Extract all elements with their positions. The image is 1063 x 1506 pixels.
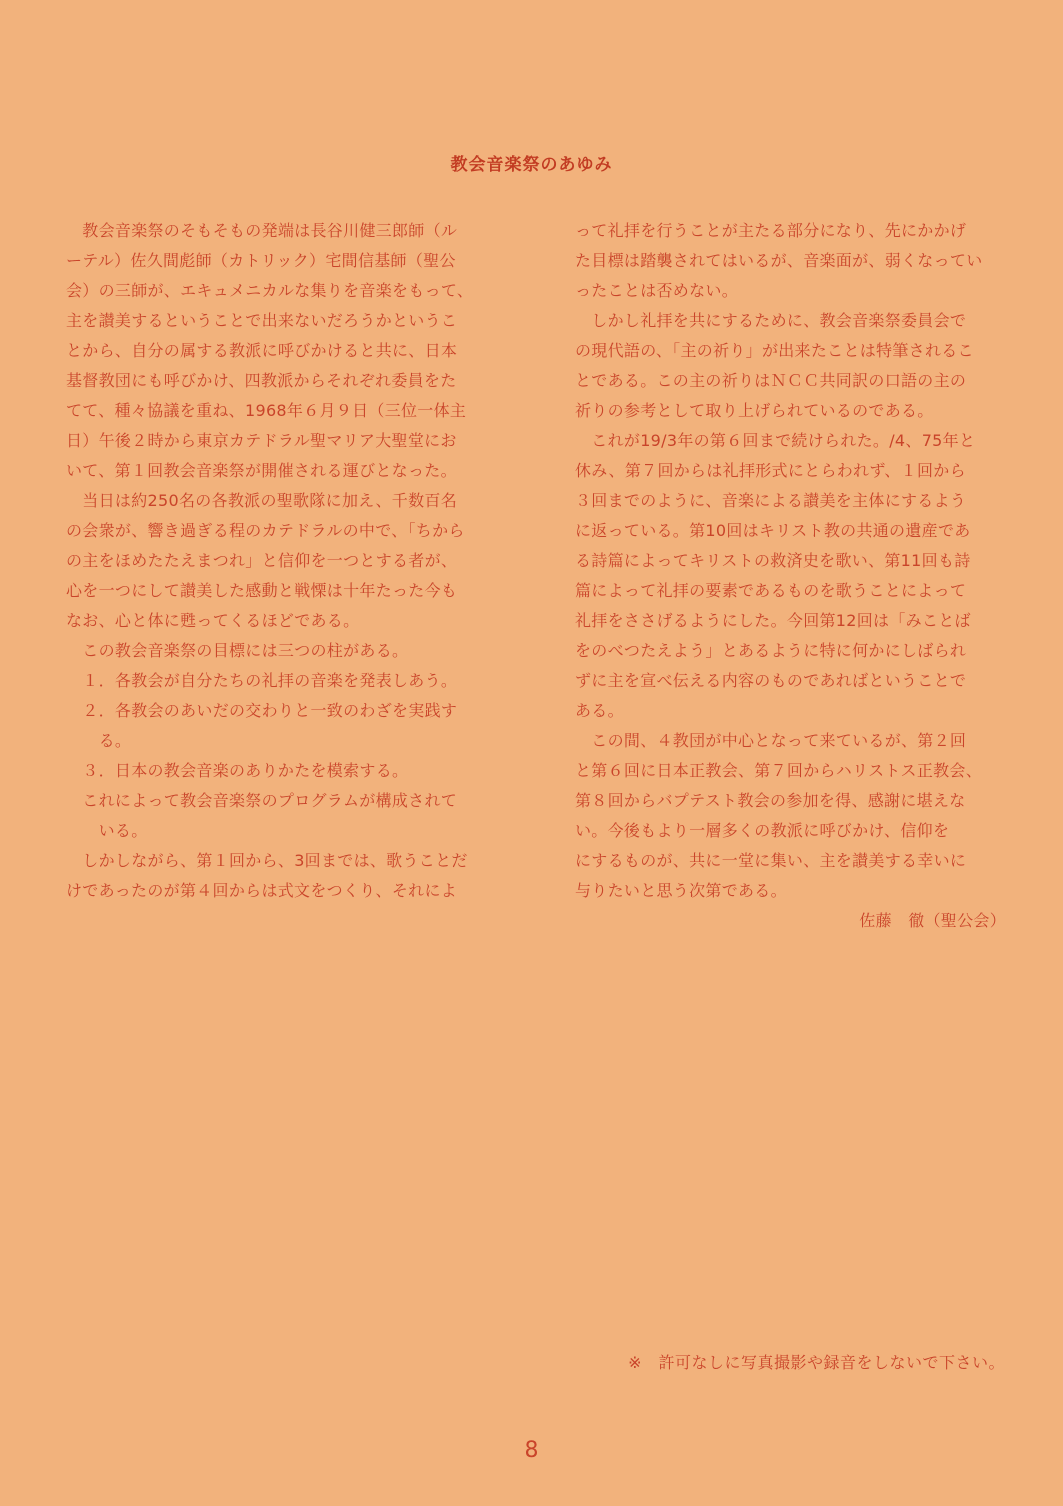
photography-notice: ※ 許可なしに写真撮影や録音をしないで下さい。 <box>628 1353 1005 1372</box>
text-line: いて、第１回教会音楽祭が開催される運びとなった。 <box>66 461 457 480</box>
text-line: しかし礼拝を共にするために、教会音楽祭委員会で <box>575 311 967 330</box>
text-line: てて、種々協議を重ね、1968年６月９日（三位一体主 <box>66 401 467 420</box>
text-line: なお、心と体に甦ってくるほどである。 <box>66 611 360 630</box>
text-line: ３．日本の教会音楽のありかたを模索する。 <box>66 761 409 780</box>
text-line: ったことは否めない。 <box>575 281 739 300</box>
text-line: る詩篇によってキリストの救済史を歌い、第11回も詩 <box>575 551 971 570</box>
text-line: って礼拝を行うことが主たる部分になり、先にかかげ <box>575 221 967 240</box>
text-line: 会）の三師が、エキュメニカルな集りを音楽をもって、 <box>66 281 474 300</box>
text-line: 当日は約250名の各教派の聖歌隊に加え、千数百名 <box>66 491 457 510</box>
text-line: の主をほめたたえまつれ」と信仰を一つとする者が、 <box>66 551 458 570</box>
text-line: ２．各教会のあいだの交わりと一致のわざを実践す <box>66 701 458 720</box>
text-line: これが19/3年の第６回まで続けられた。/4、75年と <box>575 431 976 450</box>
text-line: に返っている。第10回はキリスト教の共通の遺産であ <box>575 521 971 540</box>
text-line: の現代語の、「主の祈り」が出来たことは特筆されるこ <box>575 341 974 360</box>
text-line: しかしながら、第１回から、3回までは、歌うことだ <box>66 851 468 870</box>
text-line: 篇によって礼拝の要素であるものを歌うことによって <box>575 581 967 600</box>
text-line: の会衆が、響き過ぎる程のカテドラルの中で、「ちから <box>66 521 465 540</box>
text-line: 与りたいと思う次第である。 <box>575 881 787 900</box>
left-text-column <box>66 216 501 906</box>
text-line: をのべつたえよう」とあるように特に何かにしばられ <box>575 641 967 660</box>
text-line: とである。この主の祈りはＮＣＣ共同訳の口語の主の <box>575 371 967 390</box>
text-line: 礼拝をささげるようにした。今回第12回は「みことば <box>575 611 971 630</box>
page-number: 8 <box>524 1438 539 1463</box>
page-title: 教会音楽祭のあゆみ <box>450 155 613 175</box>
text-line: 祈りの参考として取り上げられているのである。 <box>575 401 934 420</box>
text-line: これによって教会音楽祭のプログラムが構成されて <box>66 791 458 810</box>
text-line: る。 <box>66 731 132 750</box>
right-text-column <box>575 216 1010 936</box>
right-text-lines <box>575 216 1010 906</box>
text-line: 休み、第７回からは礼拝形式にとらわれず、１回から <box>575 461 966 480</box>
text-line: にするものが、共に一堂に集い、主を讃美する幸いに <box>575 851 967 870</box>
text-line: 心を一つにして讃美した感動と戦慄は十年たった今も <box>66 581 458 600</box>
text-line: 主を讃美するということで出来ないだろうかというこ <box>66 311 458 330</box>
text-line: 第８回からバプテスト教会の参加を得、感謝に堪えな <box>575 791 966 810</box>
text-line: ずに主を宣べ伝える内容のものであればということで <box>575 671 967 690</box>
text-line: ーテル）佐久間彪師（カトリック）宅間信基師（聖公 <box>66 251 456 270</box>
text-line: この間、４教団が中心となって来ているが、第２回 <box>575 731 967 750</box>
text-line: いる。 <box>66 821 148 840</box>
text-line: ３回までのように、音楽による讃美を主体にするよう <box>575 491 967 510</box>
text-line: ある。 <box>575 701 624 720</box>
text-line: １．各教会が自分たちの礼拝の音楽を発表しあう。 <box>66 671 458 690</box>
text-line: この教会音楽祭の目標には三つの柱がある。 <box>66 641 409 660</box>
text-line: 基督教団にも呼びかけ、四教派からそれぞれ委員をた <box>66 371 457 390</box>
text-line: た目標は踏襲されてはいるが、音楽面が、弱くなってい <box>575 251 983 270</box>
author-signature: 佐藤 徹（聖公会） <box>859 911 1006 930</box>
text-line: い。今後もより一層多くの教派に呼びかけ、信仰を <box>575 821 950 840</box>
text-line: とから、自分の属する教派に呼びかけると共に、日本 <box>66 341 458 360</box>
text-line: けであったのが第４回からは式文をつくり、それによ <box>66 881 458 900</box>
text-line: 日）午後２時から東京カテドラル聖マリア大聖堂にお <box>66 431 457 450</box>
text-line: と第６回に日本正教会、第７回からハリストス正教会、 <box>575 761 983 780</box>
text-line: 教会音楽祭のそもそもの発端は長谷川健三郎師（ル <box>66 221 458 240</box>
